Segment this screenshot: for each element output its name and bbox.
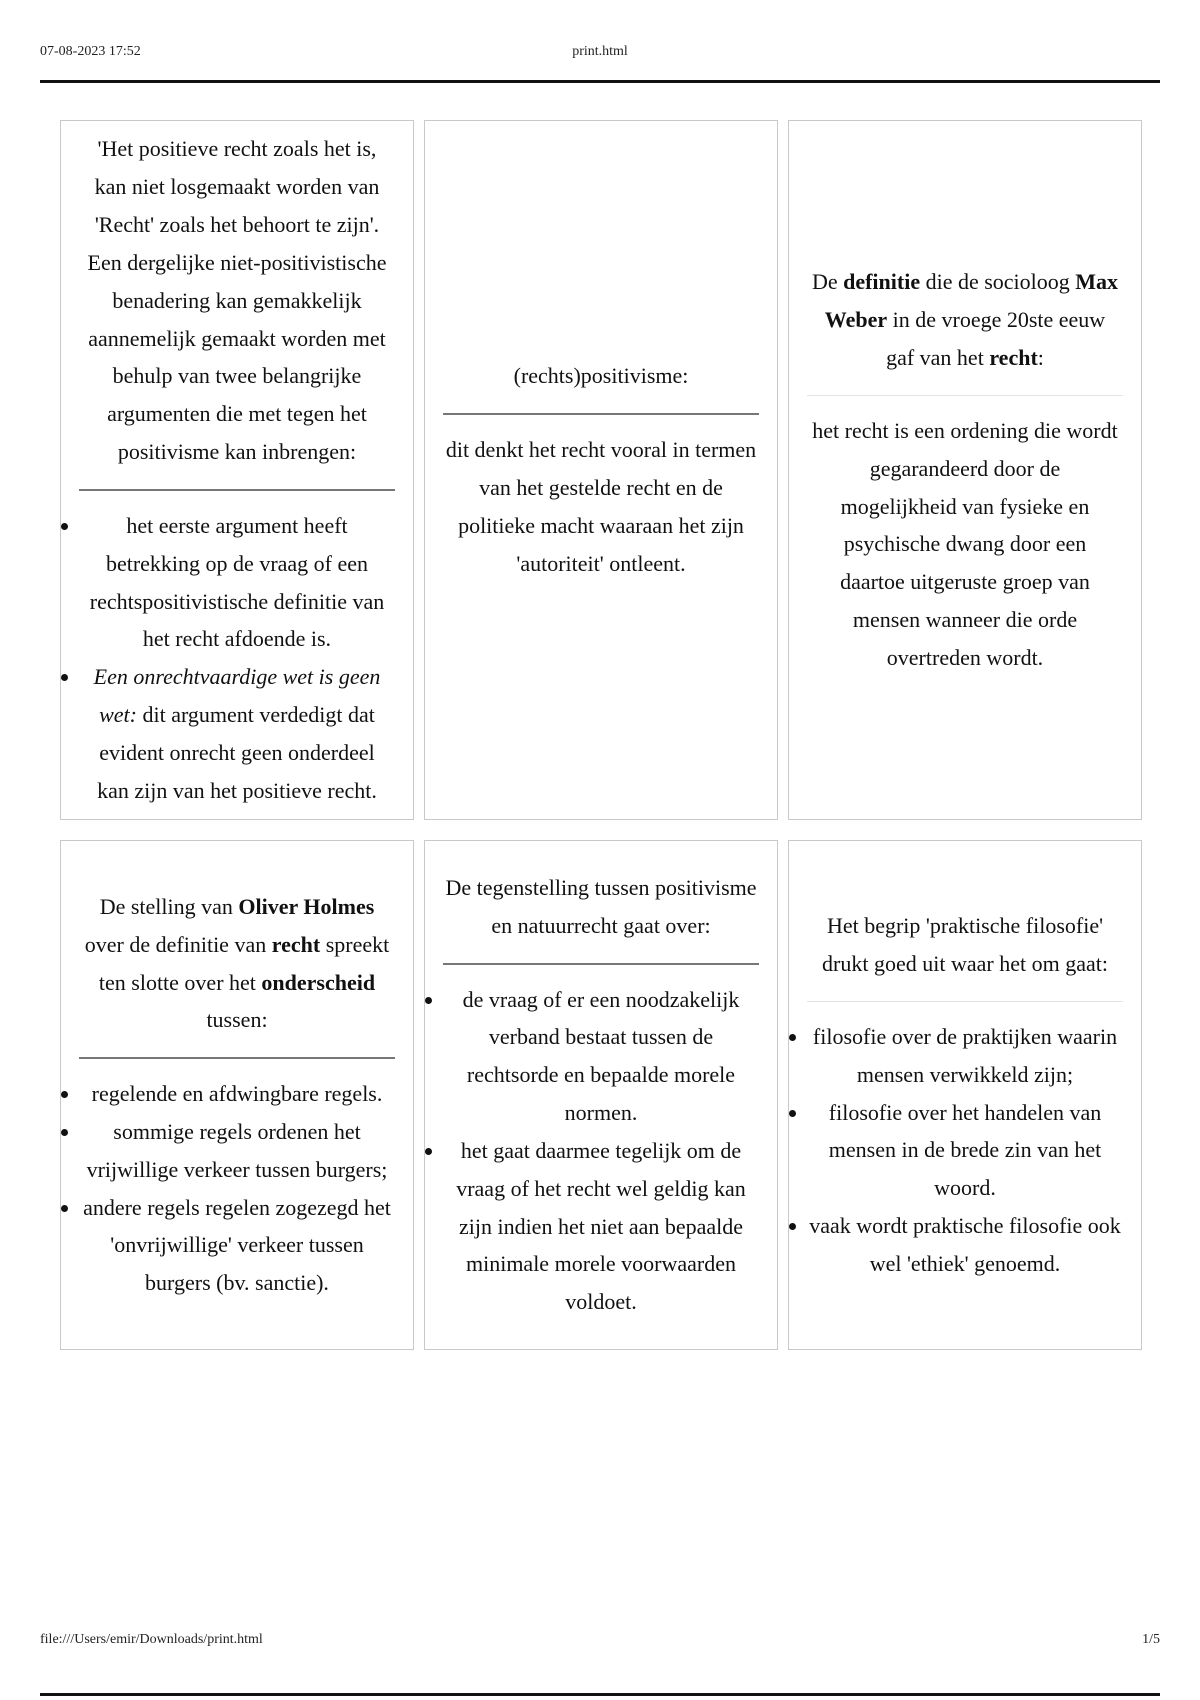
card-back-list — [79, 1075, 395, 1302]
text-run: tussen: — [206, 1007, 268, 1033]
card-divider — [79, 1057, 395, 1059]
card-front: Het begrip 'praktische filosofie' drukt goed uit waar het om gaat: — [822, 913, 1108, 977]
text-run: De stelling van — [99, 893, 239, 919]
card-back-list — [807, 1018, 1123, 1283]
card-front — [807, 263, 1123, 376]
bold-term: Oliver Holmes — [238, 893, 375, 919]
list-item: • filosofie over het handelen van mensen in de brede zin van het woord. — [809, 1094, 1121, 1207]
list-item — [81, 507, 393, 658]
file-url: file:///Users/emir/Downloads/print.html — [40, 1632, 263, 1647]
list-item: • het gaat daarmee tegelijk om de vraag of het recht wel geldig kan zijn indien het niet aan bepaalde minimale morele voorwaarden voldoet. — [445, 1132, 757, 1321]
text-run: in de vroege 20ste eeuw gaf van het — [886, 307, 1106, 371]
card-divider — [443, 963, 759, 965]
bold-term: Max Weber — [824, 269, 1119, 333]
card-front: (rechts)positivisme: — [513, 363, 689, 389]
bold-term: definitie — [843, 269, 921, 295]
text-run: De — [811, 269, 844, 295]
flashcard-grid — [60, 120, 1143, 1350]
card-divider — [443, 413, 759, 415]
card-divider — [807, 1001, 1123, 1002]
bold-term: onderscheid — [261, 969, 376, 995]
flashcard-1 — [60, 120, 414, 820]
card-front: De tegenstelling tussen positivisme en natuurrecht gaat over: — [445, 874, 757, 938]
print-datetime: 07-08-2023 17:52 — [40, 44, 141, 59]
list-item: • regelende en afdwingbare regels. — [81, 1075, 393, 1113]
card-back: het recht is een ordening die wordt gegarandeerd door de mogelijkheid van fysieke en psychische dwang door een daartoe uitgeruste groep van mensen wanneer die orde overtreden wordt. — [812, 417, 1118, 670]
list-item-italic: Een onrechtvaardige wet is geen wet: — [93, 664, 381, 728]
card-divider — [807, 395, 1123, 396]
card-back: dit denkt het recht vooral in termen van het gestelde recht en de politieke macht waaraan het zijn 'autoriteit' ontleent. — [445, 437, 757, 576]
list-item: • filosofie over de praktijken waarin mensen verwikkeld zijn; — [809, 1018, 1121, 1094]
list-item-text: dit argument verdedigt dat evident onrecht geen onderdeel kan zijn van het positieve recht. — [97, 702, 377, 803]
text-run: die de socioloog — [920, 269, 1076, 295]
list-item: • andere regels regelen zogezegd het 'onvrijwillige' verkeer tussen burgers (bv. sanctie). — [81, 1189, 393, 1302]
card-front — [79, 888, 395, 1039]
bold-term: recht — [271, 931, 321, 957]
card-divider — [79, 489, 395, 491]
card-back-list — [443, 981, 759, 1321]
text-run: spreekt ten slotte over het — [98, 931, 390, 995]
list-item — [81, 658, 393, 809]
footer-rule — [40, 1693, 1160, 1696]
text-run: over de definitie van — [84, 931, 272, 957]
card-front: 'Het positieve recht zoals het is, kan niet losgemaakt worden van 'Recht' zoals het behoort te zijn'. Een dergelijke niet-positivistische benadering kan gemakkelijk aannemelijk gemaakt worden met behulp van twee belangrijke argumenten die met tegen het positivisme kan inbrengen: — [87, 136, 387, 465]
bold-term: recht — [989, 345, 1038, 371]
header-rule — [40, 80, 1160, 83]
flashcard-4 — [60, 840, 414, 1350]
card-back-list — [79, 507, 395, 810]
page-number: 1/5 — [1142, 1632, 1160, 1647]
list-item: • de vraag of er een noodzakelijk verband bestaat tussen de rechtsorde en bepaalde morele normen. — [445, 981, 757, 1132]
text-run: : — [1037, 345, 1044, 371]
flashcard-2 — [424, 120, 778, 820]
flashcard-5 — [424, 840, 778, 1350]
print-title: print.html — [572, 44, 628, 59]
list-item: • vaak wordt praktische filosofie ook wel 'ethiek' genoemd. — [809, 1207, 1121, 1283]
list-item: • sommige regels ordenen het vrijwillige verkeer tussen burgers; — [81, 1113, 393, 1189]
flashcard-3 — [788, 120, 1142, 820]
flashcard-6 — [788, 840, 1142, 1350]
list-item-text: het eerste argument heeft betrekking op de vraag of een rechtspositivistische definitie van het recht afdoende is. — [89, 512, 385, 652]
